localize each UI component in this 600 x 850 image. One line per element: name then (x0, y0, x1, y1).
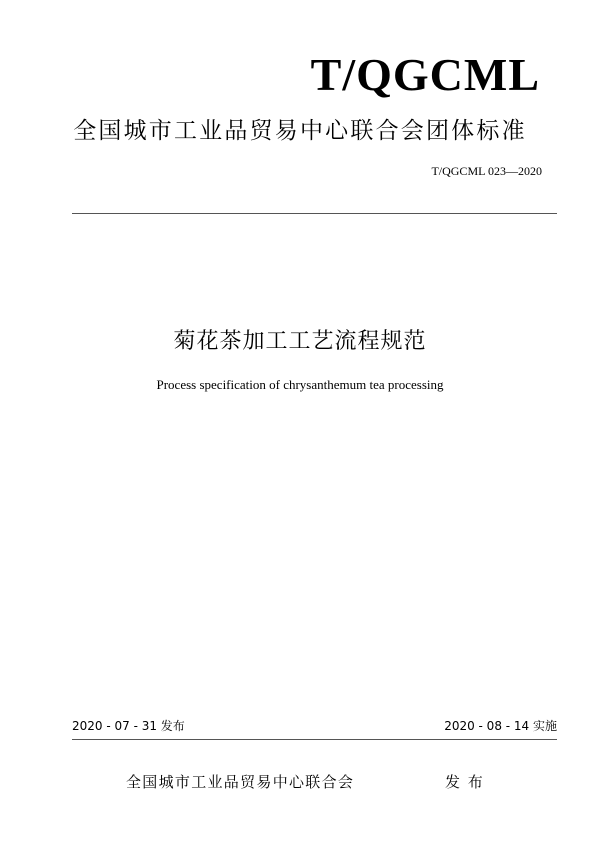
standard-code: T/QGCML (310, 49, 540, 100)
effective-date: 2020 - 08 - 14 实施 (444, 719, 557, 733)
organization-standard-title: 全国城市工业品贸易中心联合会团体标准 (73, 118, 527, 144)
document-number: T/QGCML 023—2020 (431, 164, 542, 178)
top-divider (72, 213, 557, 214)
publish-date: 2020 - 07 - 31 发布 (72, 719, 185, 733)
bottom-divider (72, 739, 557, 740)
document-title-english: Process specification of chrysanthemum tea processing (156, 377, 444, 392)
issuing-organization: 全国城市工业品贸易中心联合会 (126, 773, 355, 791)
issue-label: 发 布 (445, 773, 485, 791)
document-title-chinese: 菊花茶加工工艺流程规范 (173, 329, 427, 354)
